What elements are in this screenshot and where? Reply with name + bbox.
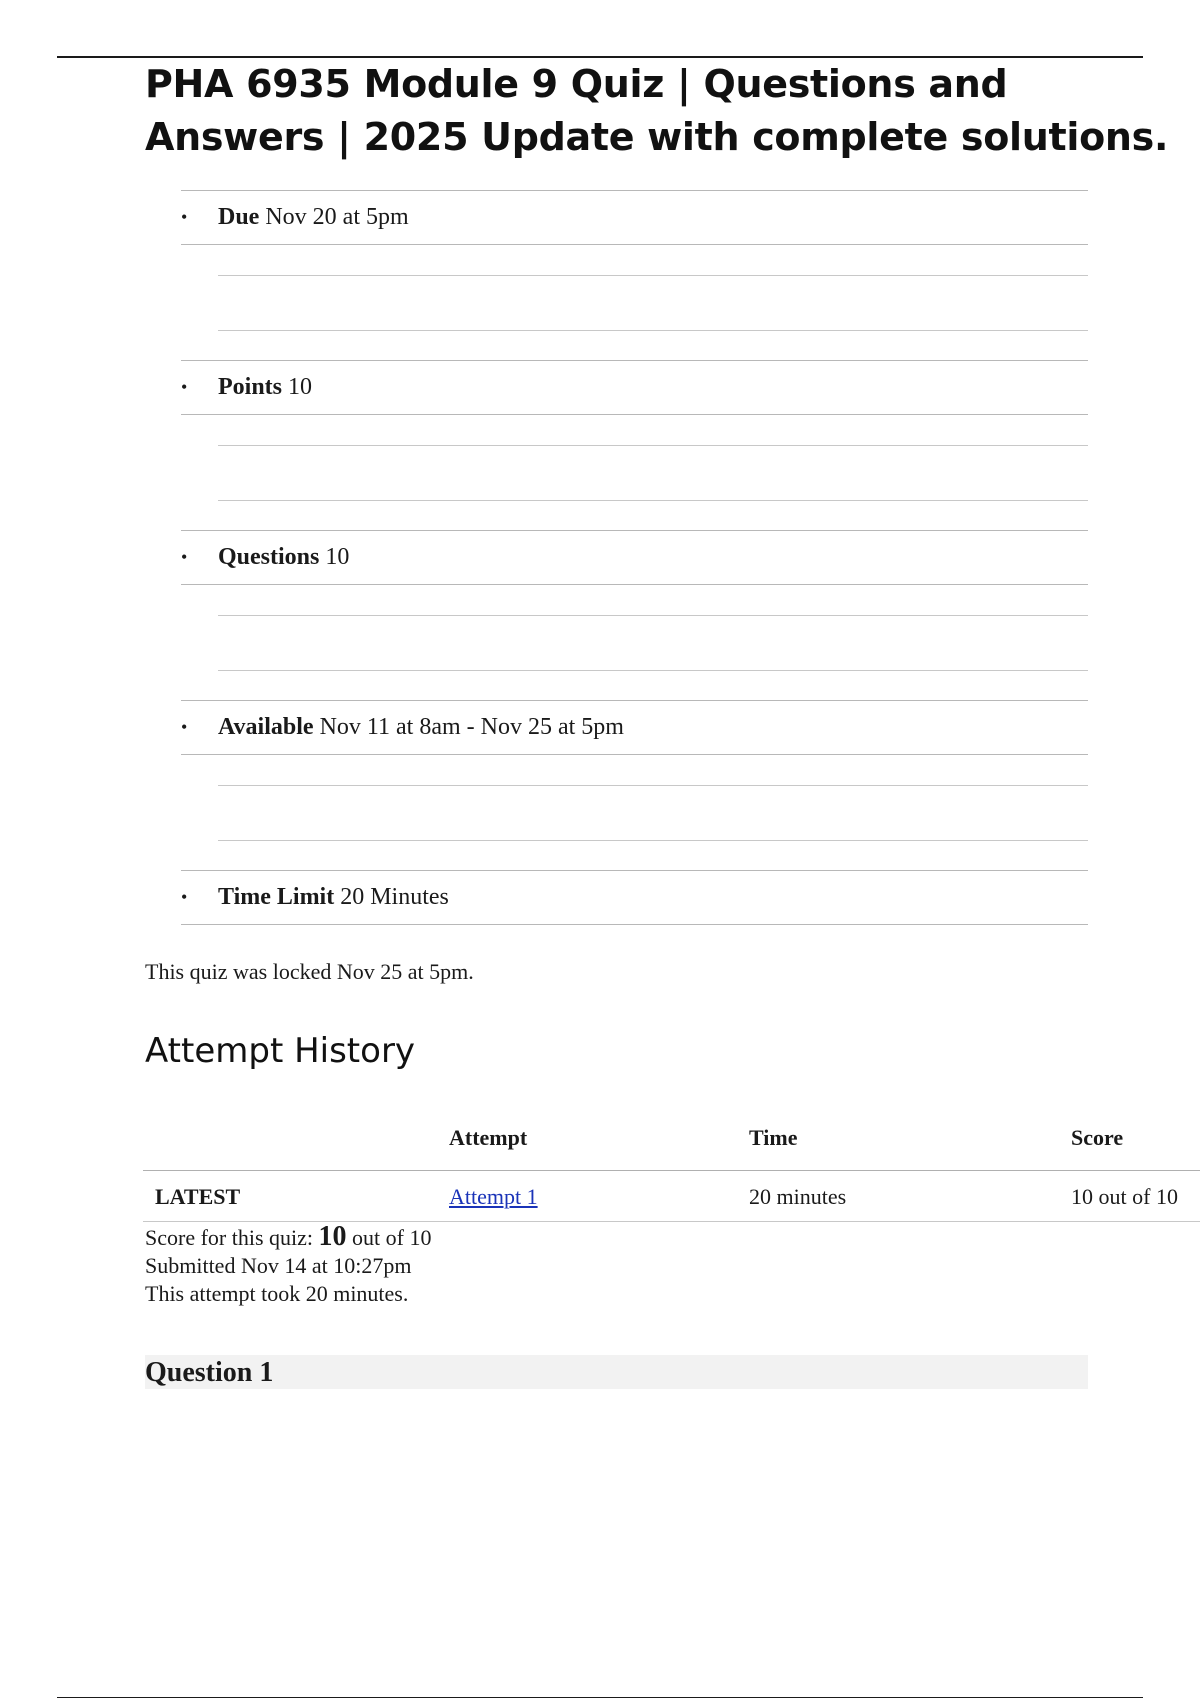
divider	[218, 785, 1088, 786]
document-title: PHA 6935 Module 9 Quiz | Questions and Answers | 2025 Update with complete solutions.	[145, 62, 1169, 159]
detail-label: Points	[218, 374, 283, 400]
table-row	[143, 1171, 1200, 1222]
bullet-icon: •	[181, 717, 188, 737]
attempt-history-table	[143, 1115, 1200, 1222]
score-prefix: Score for this quiz:	[145, 1225, 319, 1250]
bullet-icon: •	[181, 377, 188, 397]
detail-text	[218, 882, 449, 912]
duration-line: This attempt took 20 minutes.	[145, 1281, 409, 1306]
bullet-icon: •	[181, 207, 188, 227]
score-value: 10	[318, 1221, 347, 1252]
quiz-details-list	[181, 190, 1088, 1040]
divider	[218, 500, 1088, 501]
detail-label: Available	[218, 714, 314, 740]
detail-row	[181, 700, 1088, 755]
score-summary	[145, 1223, 431, 1308]
attempt-time: 20 minutes	[749, 1184, 847, 1209]
detail-label: Due	[218, 204, 260, 230]
detail-text	[218, 202, 409, 232]
table-header-row	[143, 1115, 1200, 1171]
detail-time-limit	[181, 870, 1088, 1040]
divider	[218, 275, 1088, 276]
question-title: Question 1	[145, 1357, 274, 1388]
divider	[218, 445, 1088, 446]
detail-value: 20 Minutes	[340, 884, 449, 910]
detail-value: 10	[288, 374, 313, 400]
divider	[218, 330, 1088, 331]
divider	[218, 615, 1088, 616]
detail-row	[181, 870, 1088, 925]
attempt-score: 10 out of 10	[1071, 1184, 1178, 1209]
locked-notice: This quiz was locked Nov 25 at 5pm.	[145, 959, 474, 984]
detail-row	[181, 190, 1088, 245]
bullet-icon: •	[181, 887, 188, 907]
column-header-time: Time	[749, 1125, 798, 1150]
bottom-rule	[57, 1697, 1143, 1698]
column-header-score: Score	[1071, 1125, 1124, 1150]
divider	[218, 840, 1088, 841]
detail-questions	[181, 530, 1088, 700]
latest-tag: LATEST	[155, 1184, 241, 1209]
column-header-attempt: Attempt	[449, 1125, 528, 1150]
score-line	[145, 1223, 431, 1252]
detail-label: Time Limit	[218, 884, 335, 910]
attempt-history-heading: Attempt History	[145, 1031, 416, 1071]
detail-available	[181, 700, 1088, 870]
attempt-link[interactable]: Attempt 1	[449, 1184, 538, 1209]
detail-value: 10	[325, 544, 350, 570]
detail-text	[218, 712, 624, 742]
detail-text	[218, 542, 349, 572]
detail-value: Nov 11 at 8am - Nov 25 at 5pm	[319, 714, 624, 740]
divider	[218, 670, 1088, 671]
detail-row	[181, 530, 1088, 585]
question-header	[145, 1355, 1088, 1389]
detail-value: Nov 20 at 5pm	[265, 204, 409, 230]
detail-text	[218, 372, 312, 402]
detail-label: Questions	[218, 544, 320, 570]
score-suffix: out of 10	[346, 1225, 432, 1250]
detail-row	[181, 360, 1088, 415]
bullet-icon: •	[181, 547, 188, 567]
submitted-line: Submitted Nov 14 at 10:27pm	[145, 1253, 412, 1278]
detail-due	[181, 190, 1088, 360]
detail-points	[181, 360, 1088, 530]
